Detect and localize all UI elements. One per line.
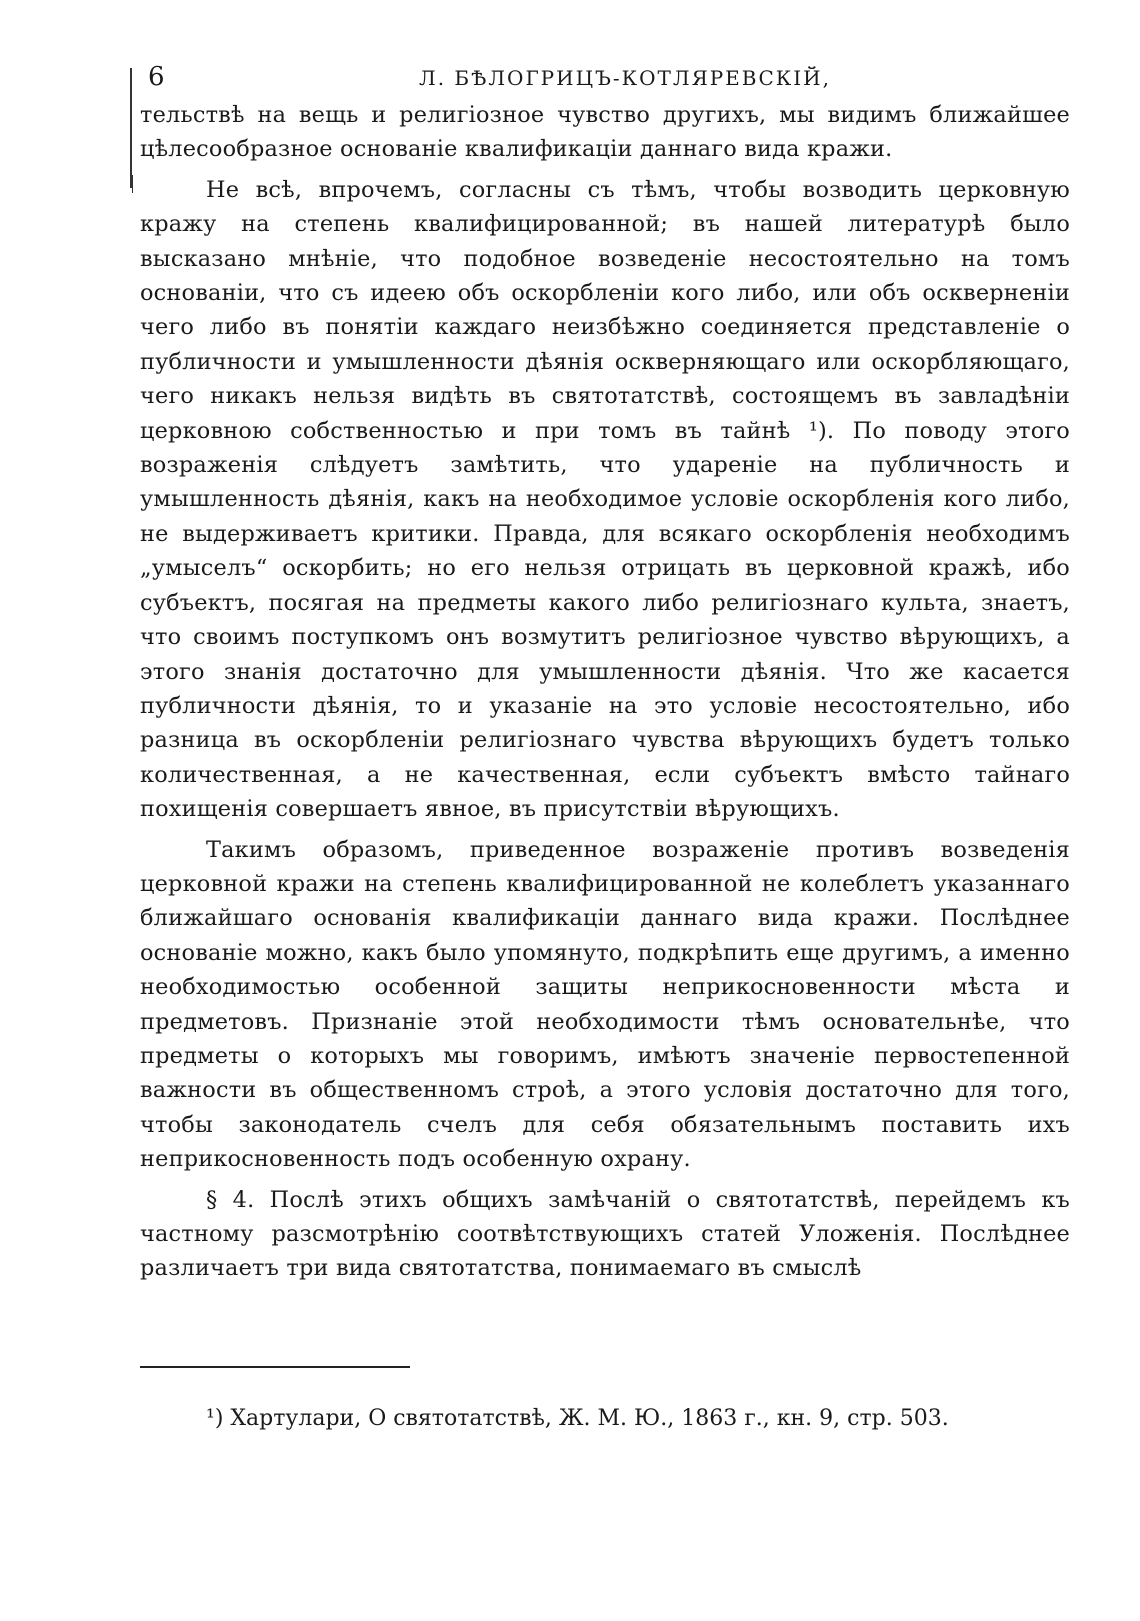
margin-pencil-mark bbox=[130, 68, 132, 188]
page-number: 6 bbox=[148, 62, 165, 92]
paragraph-continuation: тельствѣ на вещь и религіозное чувство другихъ, мы видимъ ближайшее цѣлесообразное основаніе квалификаціи даннаго вида кражи. bbox=[140, 102, 1070, 163]
page-header bbox=[140, 60, 1070, 100]
paragraph: Не всѣ, впрочемъ, согласны съ тѣмъ, чтобы возводить церковную кражу на степень квалифицированной; въ нашей литературѣ было высказано мнѣніе, что подобное возведеніе несостоятельно на томъ основаніи, что съ идеею объ оскорбленіи кого либо, или объ оскверненіи чего либо въ понятіи каждаго неизбѣжно соединяется представленіе о публичности и умышленности дѣянія оскверняющаго или оскорбляющаго, чего никакъ нельзя видѣть въ святотатствѣ, состоящемъ въ завладѣніи церковною собственностью и при томъ въ тайнѣ ¹). По поводу этого возраженія слѣдуетъ замѣтить, что удареніе на публичность и умышленность дѣянія, какъ на необходимое условіе оскорбленія кого либо, не выдерживаетъ критики. Правда, для всякаго оскорбленія необходимъ „умыселъ“ оскорбить; но его нельзя отрицать въ церковной кражѣ, ибо субъектъ, посягая на предметы какого либо религіознаго культа, знаетъ, что своимъ поступкомъ онъ возмутитъ религіозное чувство вѣрующихъ, а этого знанія достаточно для умышленности дѣянія. Что же касается публичности дѣянія, то и указаніе на это условіе несостоятельно, ибо разница въ оскорбленіи религіознаго чувства вѣрующихъ будетъ только количественная, а не качественная, если субъектъ вмѣсто тайнаго похищенія совершаетъ явное, въ присутствіи вѣрующихъ. bbox=[140, 176, 1070, 823]
margin-pencil-mark-tick bbox=[132, 175, 133, 193]
paragraph-section-4: § 4. Послѣ этихъ общихъ замѣчаній о святотатствѣ, перейдемъ къ частному разсмотрѣнію соотвѣтствующихъ статей Уложенія. Послѣднее различаетъ три вида святотатства, понимаемаго въ смыслѣ bbox=[140, 1186, 1070, 1282]
body-text bbox=[140, 98, 1070, 1286]
footnote-divider bbox=[140, 1366, 410, 1368]
footnote: ¹) Хартулари, О святотатствѣ, Ж. М. Ю., 1863 г., кн. 9, стр. 503. bbox=[206, 1406, 949, 1431]
paragraph: Такимъ образомъ, приведенное возраженіе противъ возведенія церковной кражи на степень квалифицированной не колеблетъ указаннаго ближайшаго основанія квалификаціи даннаго вида кражи. Послѣднее основаніе можно, какъ было упомянуто, подкрѣпить еще другимъ, а именно необходимостью особенной защиты неприкосновенности мѣста и предметовъ. Признаніе этой необходимости тѣмъ основательнѣе, что предметы о которыхъ мы говоримъ, имѣютъ значеніе первостепенной важности въ общественномъ строѣ, а этого условія достаточно для того, чтобы законодатель счелъ для себя обязательнымъ поставить ихъ неприкосновенность подъ особенную охрану. bbox=[140, 836, 1070, 1173]
running-head: Л. БѢЛОГРИЦЪ-КОТЛЯРЕВСКІЙ, bbox=[419, 66, 831, 90]
